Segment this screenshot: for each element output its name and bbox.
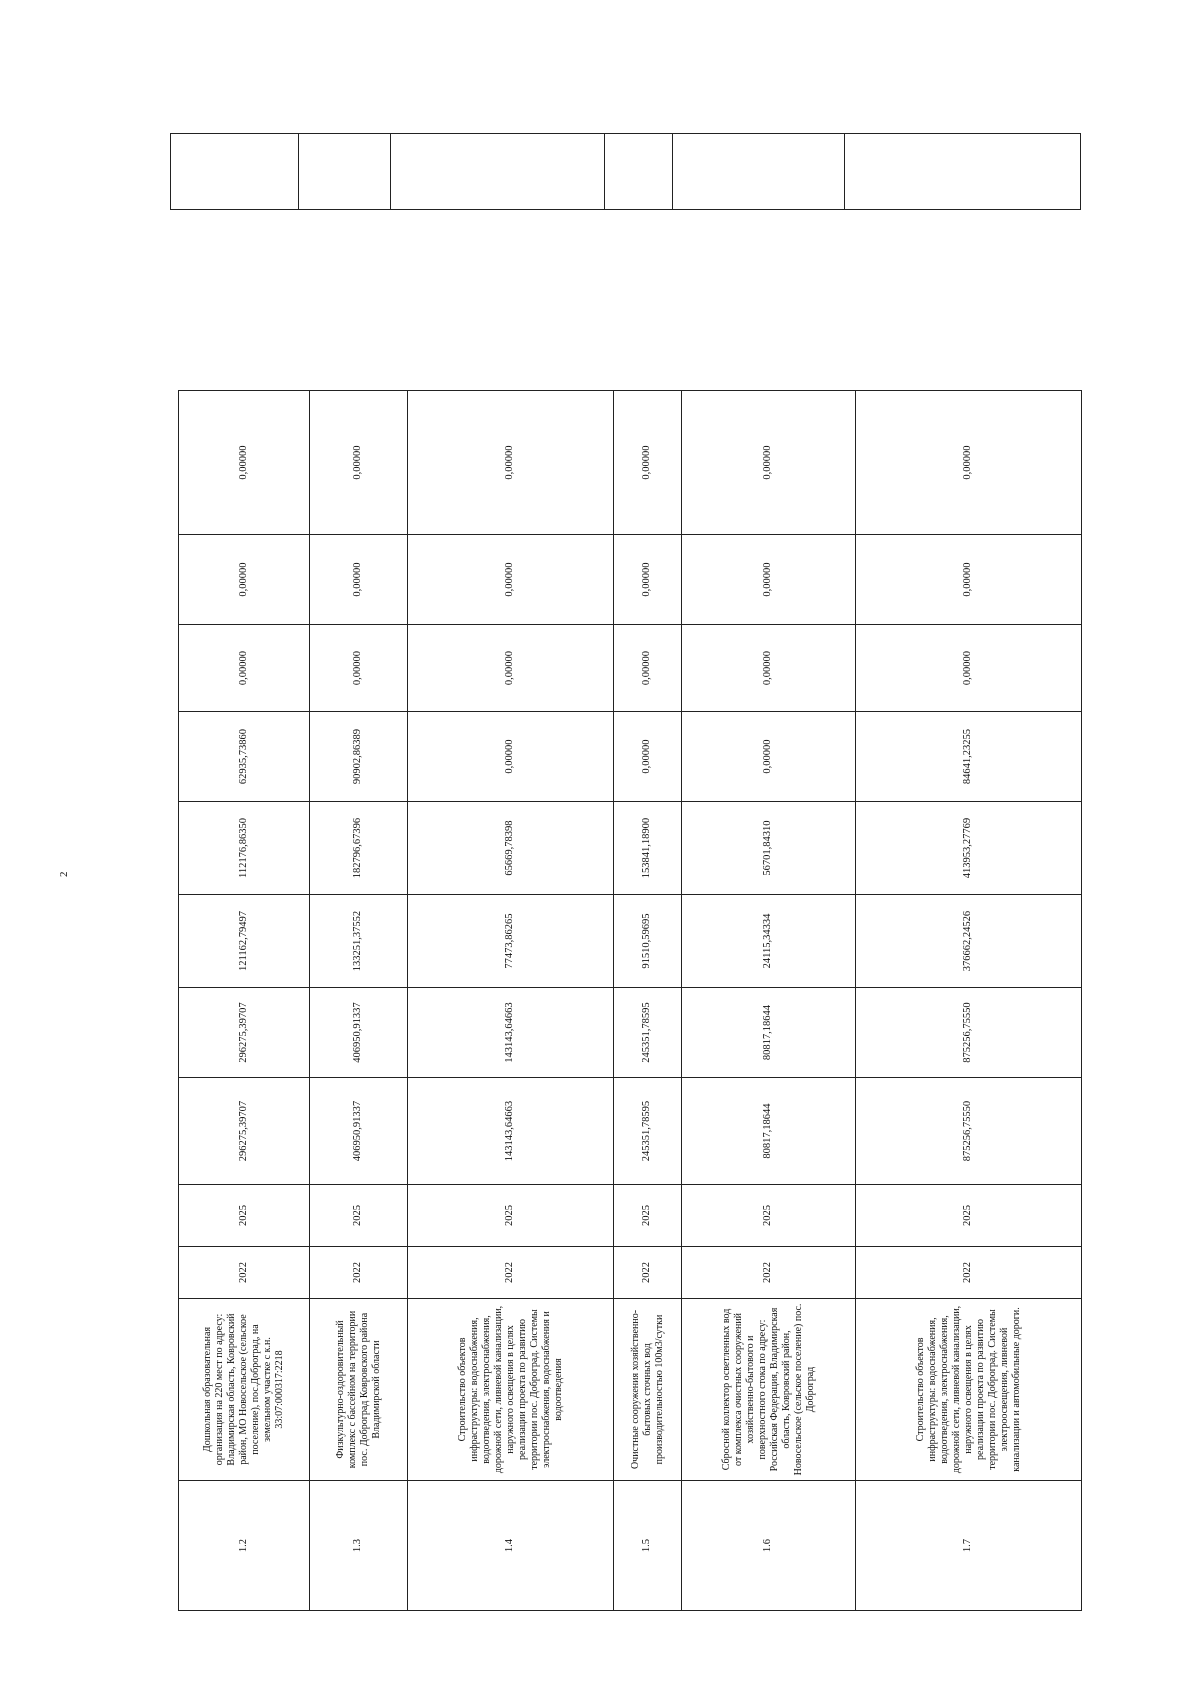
value-cell: 0,00000 bbox=[408, 625, 614, 712]
row-number: 1.3 bbox=[310, 1481, 408, 1611]
value-cell: 0,00000 bbox=[682, 391, 856, 535]
value-cell: 90902,86389 bbox=[310, 712, 408, 802]
value-cell: 0,00000 bbox=[179, 625, 310, 712]
table-row bbox=[408, 391, 614, 1611]
stub-cell bbox=[605, 134, 673, 209]
value-cell: 62935,73860 bbox=[179, 712, 310, 802]
row-number: 1.2 bbox=[179, 1481, 310, 1611]
start-year: 2022 bbox=[179, 1247, 310, 1299]
row-number: 1.7 bbox=[856, 1481, 1082, 1611]
continuation-table-stub bbox=[170, 133, 1081, 210]
value-cell: 182796,67396 bbox=[310, 802, 408, 895]
end-year: 2025 bbox=[856, 1185, 1082, 1247]
value-cell: 0,00000 bbox=[856, 625, 1082, 712]
value-cell: 406950,91337 bbox=[310, 1078, 408, 1185]
value-cell: 133251,37552 bbox=[310, 895, 408, 988]
row-number: 1.5 bbox=[614, 1481, 682, 1611]
stub-cell bbox=[299, 134, 391, 209]
value-cell: 245351,78595 bbox=[614, 988, 682, 1078]
value-cell: 0,00000 bbox=[179, 391, 310, 535]
value-cell: 0,00000 bbox=[408, 535, 614, 625]
object-name: Очистные сооружения хозяйственно-бытовых сточных вод производительностью 100м3/сутки bbox=[614, 1299, 682, 1481]
end-year: 2025 bbox=[682, 1185, 856, 1247]
value-cell: 112176,86350 bbox=[179, 802, 310, 895]
value-cell: 0,00000 bbox=[856, 391, 1082, 535]
value-cell: 56701,84310 bbox=[682, 802, 856, 895]
value-cell: 296275,39707 bbox=[179, 988, 310, 1078]
end-year: 2025 bbox=[179, 1185, 310, 1247]
value-cell: 80817,18644 bbox=[682, 1078, 856, 1185]
start-year: 2022 bbox=[856, 1247, 1082, 1299]
table-row bbox=[310, 391, 408, 1611]
end-year: 2025 bbox=[310, 1185, 408, 1247]
value-cell: 80817,18644 bbox=[682, 988, 856, 1078]
row-number: 1.6 bbox=[682, 1481, 856, 1611]
value-cell: 875256,75550 bbox=[856, 1078, 1082, 1185]
value-cell: 153841,18900 bbox=[614, 802, 682, 895]
value-cell: 143143,64663 bbox=[408, 988, 614, 1078]
page-number: 2 bbox=[58, 871, 70, 877]
value-cell: 0,00000 bbox=[682, 712, 856, 802]
start-year: 2022 bbox=[310, 1247, 408, 1299]
value-cell: 0,00000 bbox=[310, 625, 408, 712]
object-name: Сбросной коллектор осветленных вод от комплекса очистных сооружений хозяйственно-бытового и поверхностного стока по адресу: Российская Федерация, Владимирская область, Ковровский район, Новосельское (сельское поселение) пос. Доброград bbox=[682, 1299, 856, 1481]
rotated-table-container bbox=[178, 391, 1081, 1611]
value-cell: 0,00000 bbox=[682, 535, 856, 625]
row-number: 1.4 bbox=[408, 1481, 614, 1611]
start-year: 2022 bbox=[682, 1247, 856, 1299]
value-cell: 875256,75550 bbox=[856, 988, 1082, 1078]
object-name: Физкультурно-оздоровительный комплекс с бассейном на территории пос. Доброград Ковровского района Владимирской области bbox=[310, 1299, 408, 1481]
investment-objects-table bbox=[178, 390, 1082, 1611]
end-year: 2025 bbox=[614, 1185, 682, 1247]
value-cell: 0,00000 bbox=[682, 625, 856, 712]
table-row bbox=[856, 391, 1082, 1611]
stub-cell bbox=[673, 134, 845, 209]
value-cell: 121162,79497 bbox=[179, 895, 310, 988]
stub-cell bbox=[171, 134, 299, 209]
value-cell: 406950,91337 bbox=[310, 988, 408, 1078]
value-cell: 0,00000 bbox=[856, 535, 1082, 625]
value-cell: 0,00000 bbox=[179, 535, 310, 625]
object-name: Строительство объектов инфраструктуры: водоснабжения, водоотведения, электроснабжения, дорожной сети, ливневой канализации, наружного освещения в целях реализации проекта по развитию территории пос. Доброград. Системы электроосвещения, ливневой канализации и автомобильные дороги. bbox=[856, 1299, 1082, 1481]
value-cell: 245351,78595 bbox=[614, 1078, 682, 1185]
value-cell: 84641,23255 bbox=[856, 712, 1082, 802]
value-cell: 0,00000 bbox=[310, 535, 408, 625]
value-cell: 0,00000 bbox=[614, 391, 682, 535]
table-row bbox=[682, 391, 856, 1611]
end-year: 2025 bbox=[408, 1185, 614, 1247]
start-year: 2022 bbox=[408, 1247, 614, 1299]
value-cell: 24115,34334 bbox=[682, 895, 856, 988]
start-year: 2022 bbox=[614, 1247, 682, 1299]
object-name: Строительство объектов инфраструктуры: водоснабжения, водоотведения, электроснабжения, дорожной сети, ливневой канализации, наружного освещения в целях реализации проекта по развитию территории пос. Доброград. Системы электроснабжения, водоснабжения и водоотведения bbox=[408, 1299, 614, 1481]
value-cell: 143143,64663 bbox=[408, 1078, 614, 1185]
value-cell: 0,00000 bbox=[614, 625, 682, 712]
value-cell: 0,00000 bbox=[614, 535, 682, 625]
value-cell: 296275,39707 bbox=[179, 1078, 310, 1185]
stub-cell bbox=[391, 134, 606, 209]
table-row bbox=[179, 391, 310, 1611]
value-cell: 0,00000 bbox=[614, 712, 682, 802]
value-cell: 0,00000 bbox=[408, 712, 614, 802]
table-row bbox=[614, 391, 682, 1611]
value-cell: 0,00000 bbox=[408, 391, 614, 535]
value-cell: 65669,78398 bbox=[408, 802, 614, 895]
value-cell: 0,00000 bbox=[310, 391, 408, 535]
value-cell: 413953,27769 bbox=[856, 802, 1082, 895]
value-cell: 376662,24526 bbox=[856, 895, 1082, 988]
object-name: Дошкольная образовательная организация на 220 мест по адресу: Владимирская область, Ковровский район, МО Новосельское (сельское поселение), пос.Доброград, на земельном участке с к.н. 33:07:000317:2218 bbox=[179, 1299, 310, 1481]
value-cell: 91510,59695 bbox=[614, 895, 682, 988]
value-cell: 77473,86265 bbox=[408, 895, 614, 988]
stub-cell bbox=[845, 134, 1080, 209]
